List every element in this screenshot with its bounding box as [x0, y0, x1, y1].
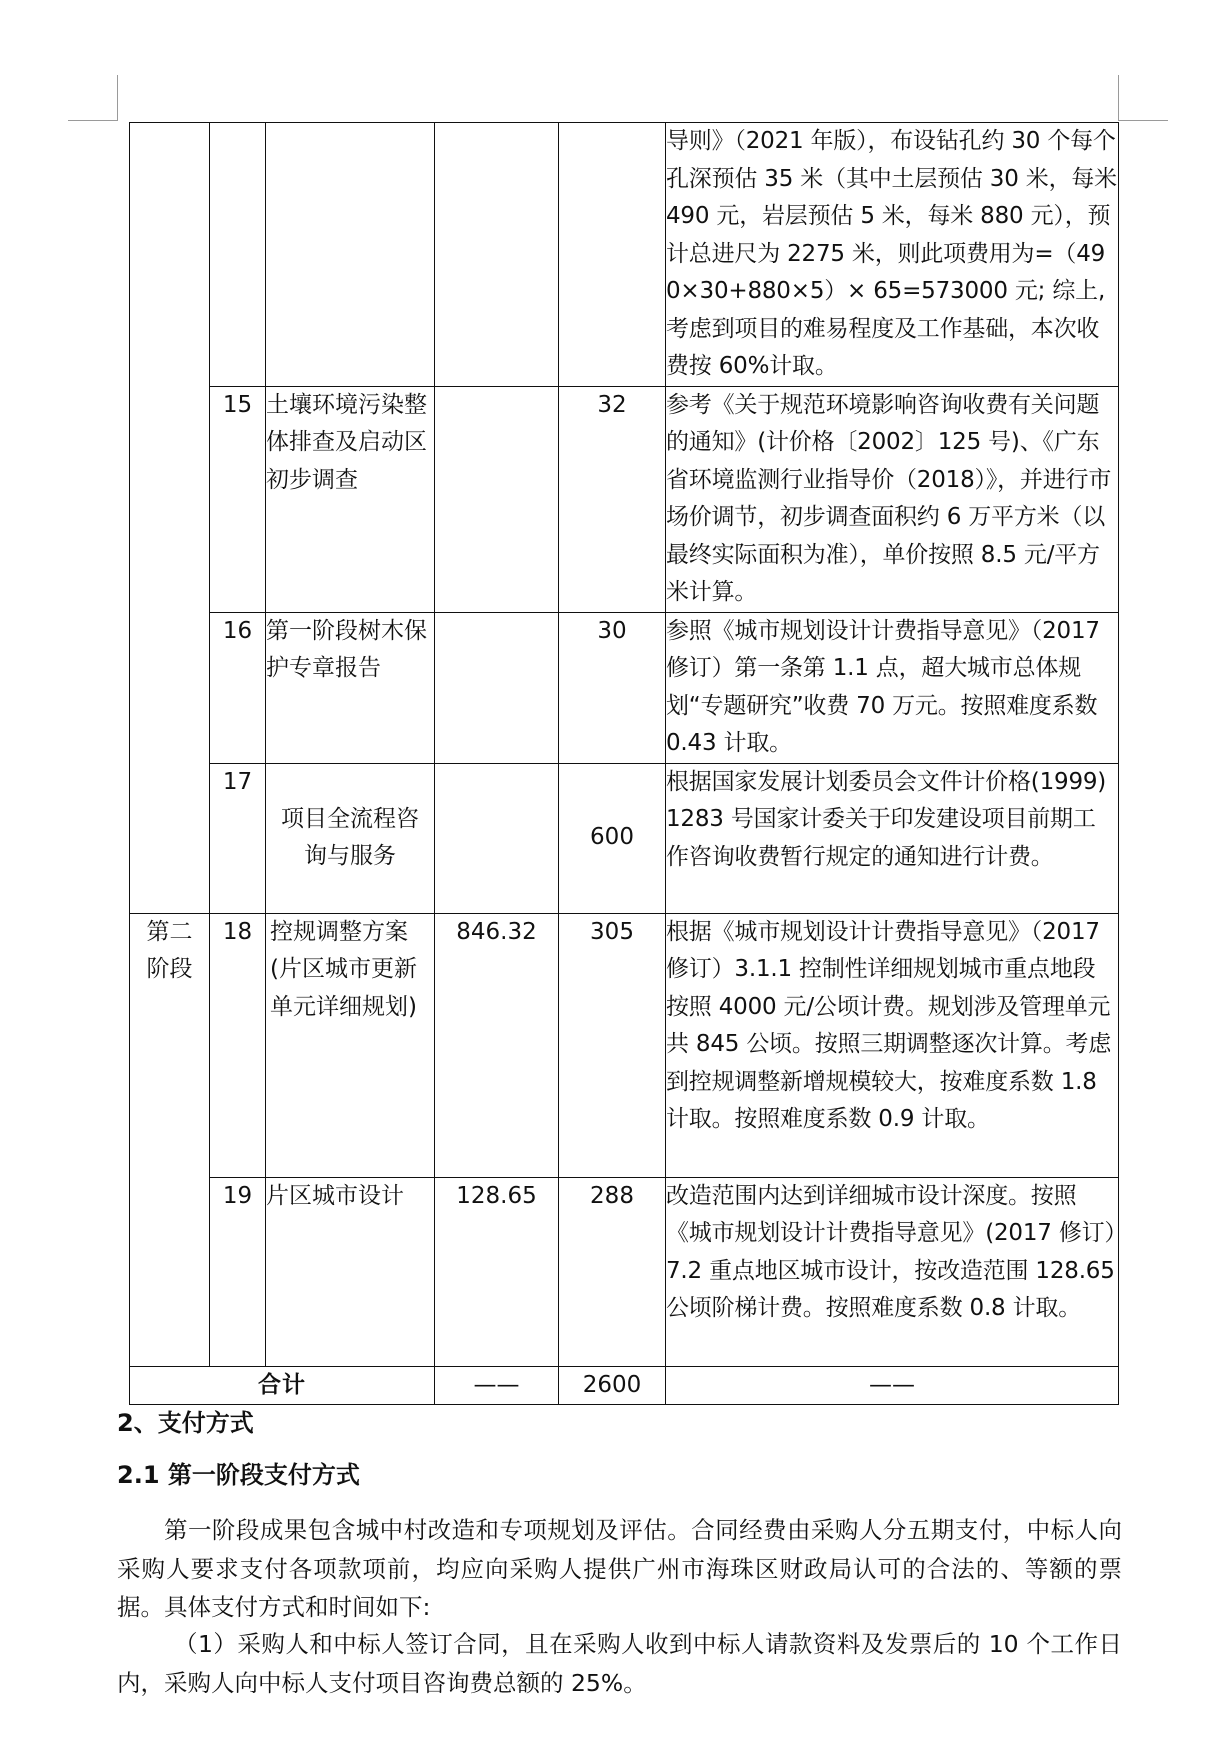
item-fee: 305: [559, 913, 666, 1177]
item-name: 项目全流程咨询与服务: [266, 763, 435, 913]
item-fee: 30: [559, 612, 666, 763]
table-row: [130, 123, 1119, 387]
item-name: 片区城市设计: [266, 1177, 435, 1366]
item-number: 15: [210, 386, 266, 612]
item-area: 128.65: [435, 1177, 559, 1366]
item-fee: 600: [559, 763, 666, 913]
table-row: [130, 763, 1119, 913]
item-name: 控规调整方案(片区城市更新单元详细规划): [266, 913, 435, 1177]
total-row: [130, 1366, 1119, 1405]
basis-cell: 参照《城市规划设计计费指导意见》（2017 修订）第一条第 1.1 点，超大城市总体规划“专题研究”收费 70 万元。按照难度系数 0.43 计取。: [666, 612, 1119, 763]
page-corner-mark-right: [1118, 75, 1168, 121]
item-number: 16: [210, 612, 266, 763]
total-label: 合计: [130, 1366, 435, 1405]
table-row: [130, 386, 1119, 612]
basis-cell: 根据《城市规划设计计费指导意见》（2017 修订）3.1.1 控制性详细规划城市重点地段按照 4000 元/公顷计费。规划涉及管理单元共 845 公顷。按照三期调整逐次计算。考虑到控规调整新增规模较大，按难度系数 1.8 计取。按照难度系数 0.9 计取。: [666, 913, 1119, 1177]
item-area: 846.32: [435, 913, 559, 1177]
basis-cell: 根据国家发展计划委员会文件计价格(1999)1283 号国家计委关于印发建设项目前期工作咨询收费暂行规定的通知进行计费。: [666, 763, 1119, 913]
stage-cell: [130, 123, 210, 914]
fee-table: [129, 122, 1119, 1405]
basis-cell: 导则》（2021 年版），布设钻孔约 30 个每个孔深预估 35 米（其中土层预估 30 米，每米 490 元，岩层预估 5 米，每米 880 元），预计总进尺为 2275 米，则此项费用为=（490×30+880×5）× 65=573000 元; 综上, 考虑到项目的难易程度及工作基础，本次收费按 60%计取。: [666, 123, 1119, 387]
basis-cell: 改造范围内达到详细城市设计深度。按照《城市规划设计计费指导意见》(2017 修订）7.2 重点地区城市设计，按改造范围 128.65 公顷阶梯计费。按照难度系数 0.8 计取。: [666, 1177, 1119, 1366]
item-fee: 32: [559, 386, 666, 612]
item-name: 土壤环境污染整体排查及启动区初步调查: [266, 386, 435, 612]
total-area: ——: [435, 1366, 559, 1405]
item-number: 18: [210, 913, 266, 1177]
basis-cell: 参考《关于规范环境影响咨询收费有关问题的通知》(计价格〔2002〕125 号)、《广东省环境监测行业指导价（2018）》，并进行市场价调节，初步调查面积约 6 万平方米（以最终实际面积为准），单价按照 8.5 元/平方米计算。: [666, 386, 1119, 612]
stage-cell: [130, 913, 210, 1366]
item-fee: 288: [559, 1177, 666, 1366]
total-fee: 2600: [559, 1366, 666, 1405]
item-number: 19: [210, 1177, 266, 1366]
page-corner-mark-left: [68, 75, 118, 121]
total-basis: ——: [666, 1366, 1119, 1405]
table-row: [130, 1177, 1119, 1366]
item-number: 17: [210, 763, 266, 913]
item-name: 第一阶段树木保护专章报告: [266, 612, 435, 763]
subsection-heading: 2.1 第一阶段支付方式: [117, 1461, 360, 1489]
table-row: [130, 612, 1119, 763]
paragraph: （1）采购人和中标人签订合同，且在采购人收到中标人请款资料及发票后的 10 个工作日内，采购人向中标人支付项目咨询费总额的 25%。: [117, 1630, 1122, 1697]
stage-label: 第二阶段: [146, 918, 193, 982]
table-row: [130, 913, 1119, 1177]
paragraph: 第一阶段成果包含城中村改造和专项规划及评估。合同经费由采购人分五期支付，中标人向采购人要求支付各项款项前，均应向采购人提供广州市海珠区财政局认可的合法的、等额的票据。具体支付方式和时间如下:: [117, 1516, 1122, 1621]
section-heading: 2、支付方式: [117, 1409, 254, 1437]
